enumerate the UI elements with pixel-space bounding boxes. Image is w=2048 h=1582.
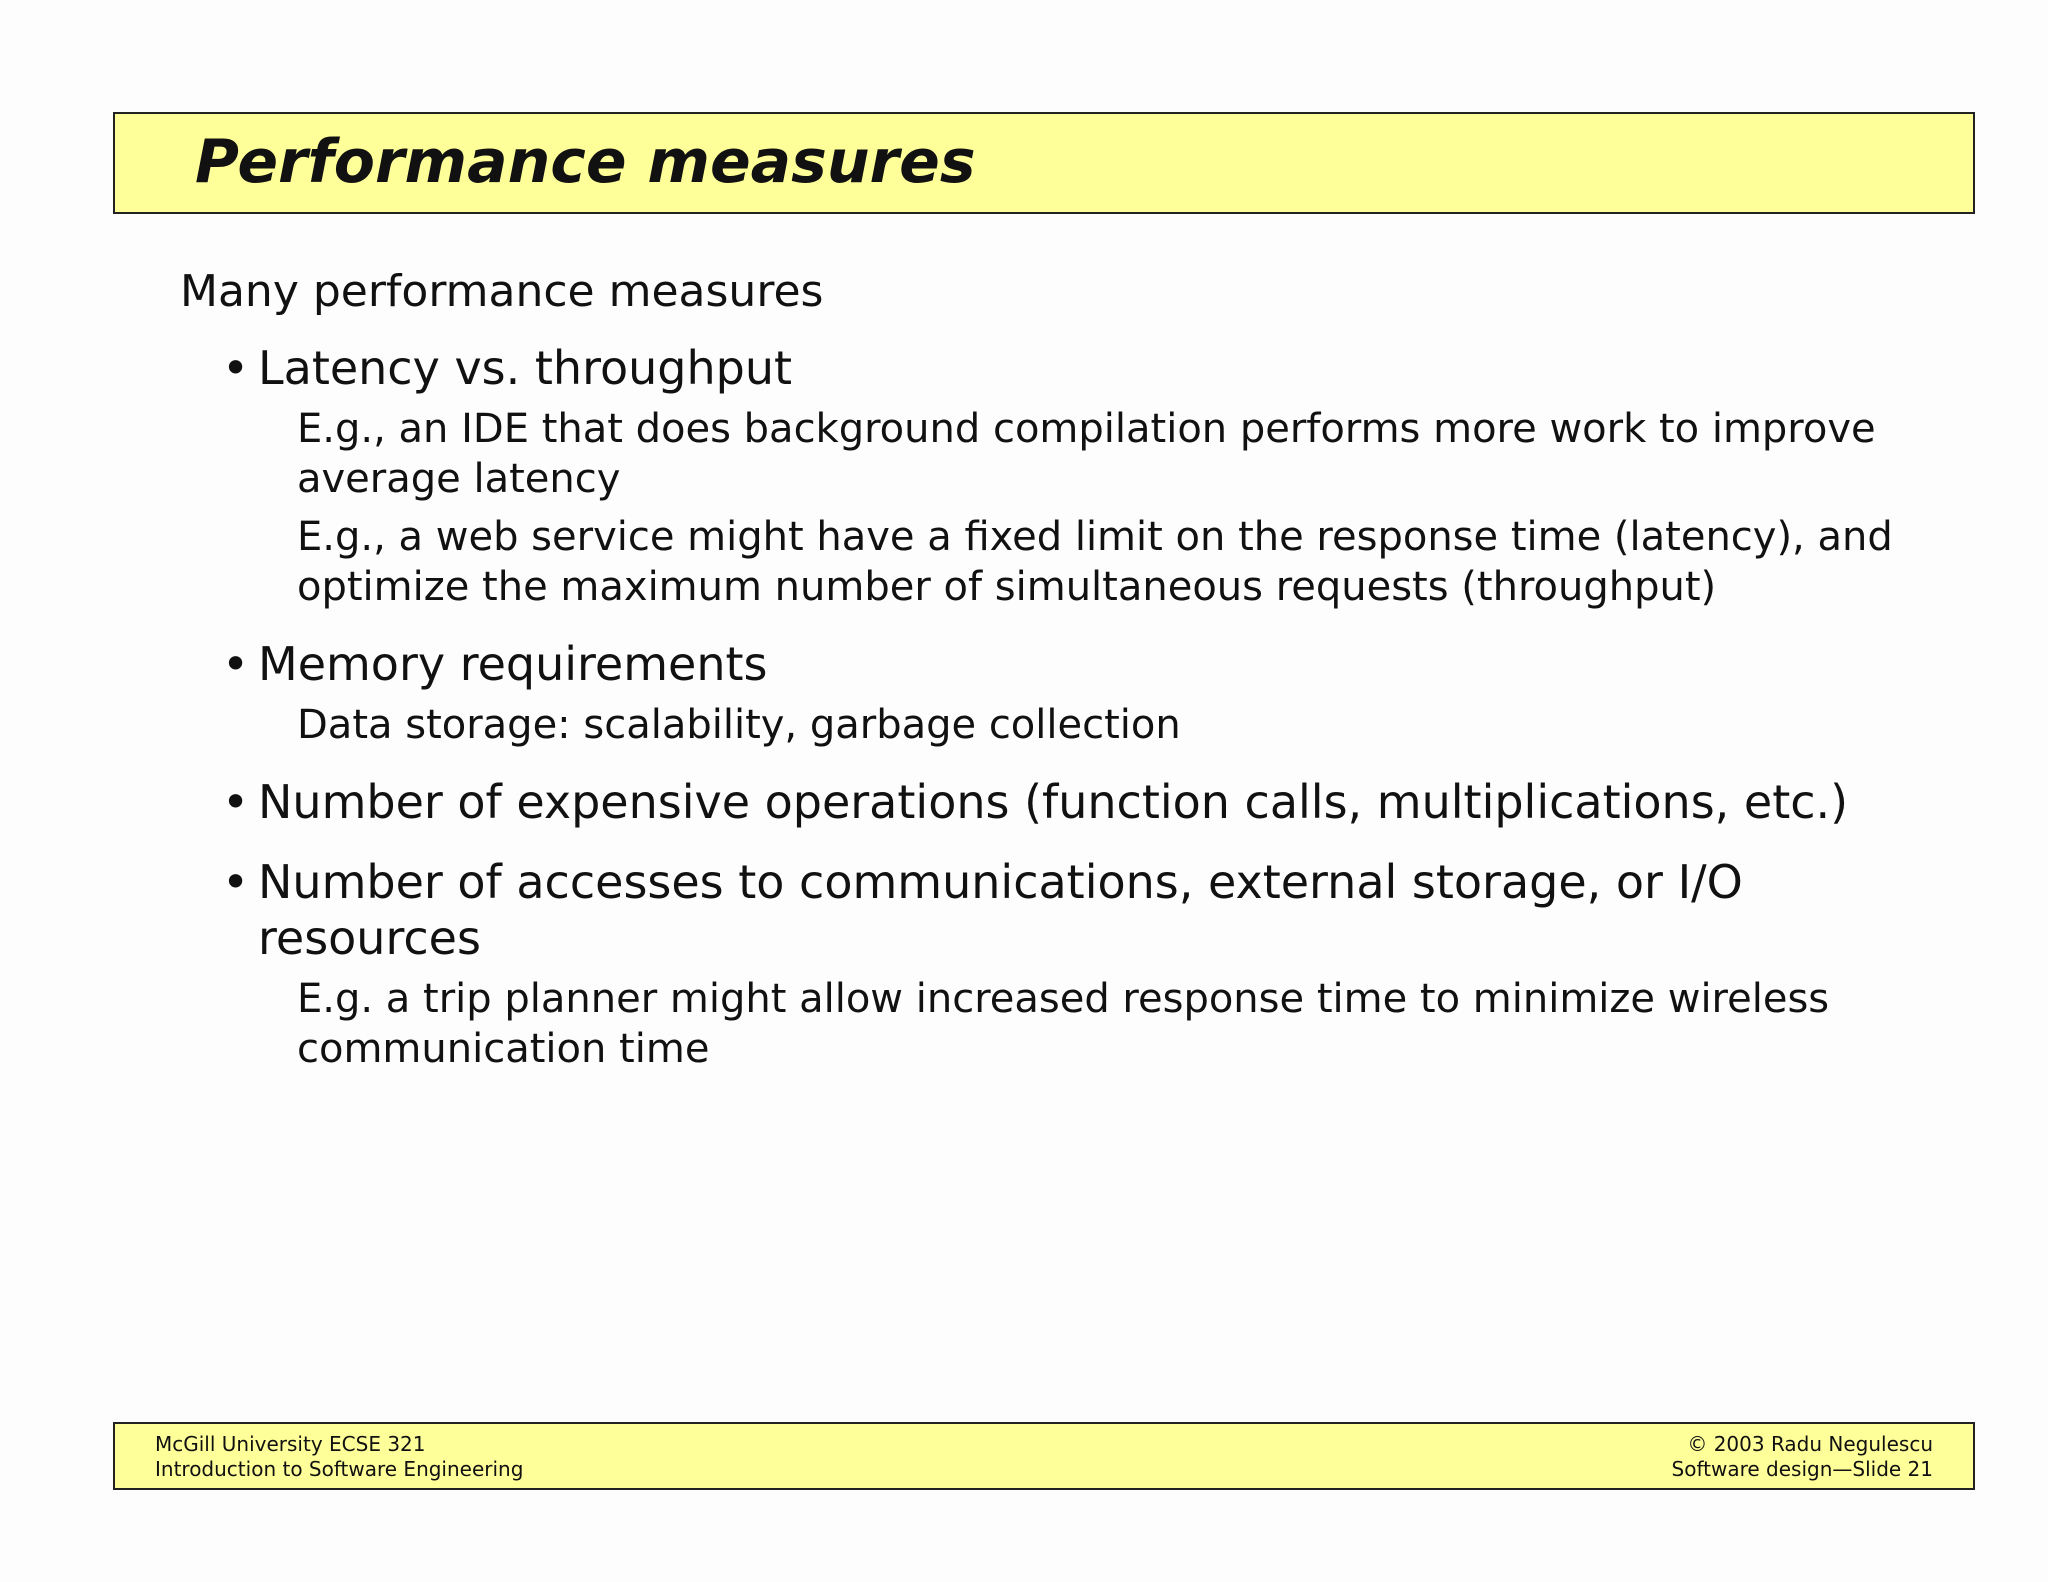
intro-text: Many performance measures [180,266,824,317]
footer-slide-number: Software design—Slide 21 [1671,1457,1933,1481]
footer-copyright: © 2003 Radu Negulescu [1687,1432,1933,1456]
bullet-item [180,854,1920,966]
slide-content [180,262,1920,1074]
footer-course-title: Introduction to Software Engineering [155,1457,524,1481]
bullet-item [180,774,1920,830]
sub-item: E.g. a trip planner might allow increased response time to minimize wireless communication time [297,976,1830,1072]
bullet-text: Number of expensive operations (function calls, multiplications, etc.) [258,775,1849,829]
footer-course: McGill University ECSE 321 [155,1432,426,1456]
footer-bar [113,1422,1975,1490]
sub-item: Data storage: scalability, garbage collection [297,702,1181,748]
bullet-icon: • [222,775,250,829]
bullet-text: Latency vs. throughput [258,341,793,395]
footer-right [1672,1432,1933,1482]
footer-left [155,1432,523,1482]
title-bar [113,112,1975,214]
sub-item: E.g., a web service might have a fixed limit on the response time (latency), and optimize the maximum number of simultaneous requests (throughput) [297,514,1893,610]
bullet-item [180,340,1920,396]
slide-title: Performance measures [195,127,976,197]
bullet-icon: • [222,341,250,395]
bullet-icon: • [222,637,250,691]
bullet-item [180,636,1920,692]
bullet-text: Number of accesses to communications, external storage, or I/O resources [258,855,1743,965]
bullet-text: Memory requirements [258,637,768,691]
bullet-icon: • [222,855,250,909]
sub-item: E.g., an IDE that does background compilation performs more work to improve average latency [297,406,1876,502]
